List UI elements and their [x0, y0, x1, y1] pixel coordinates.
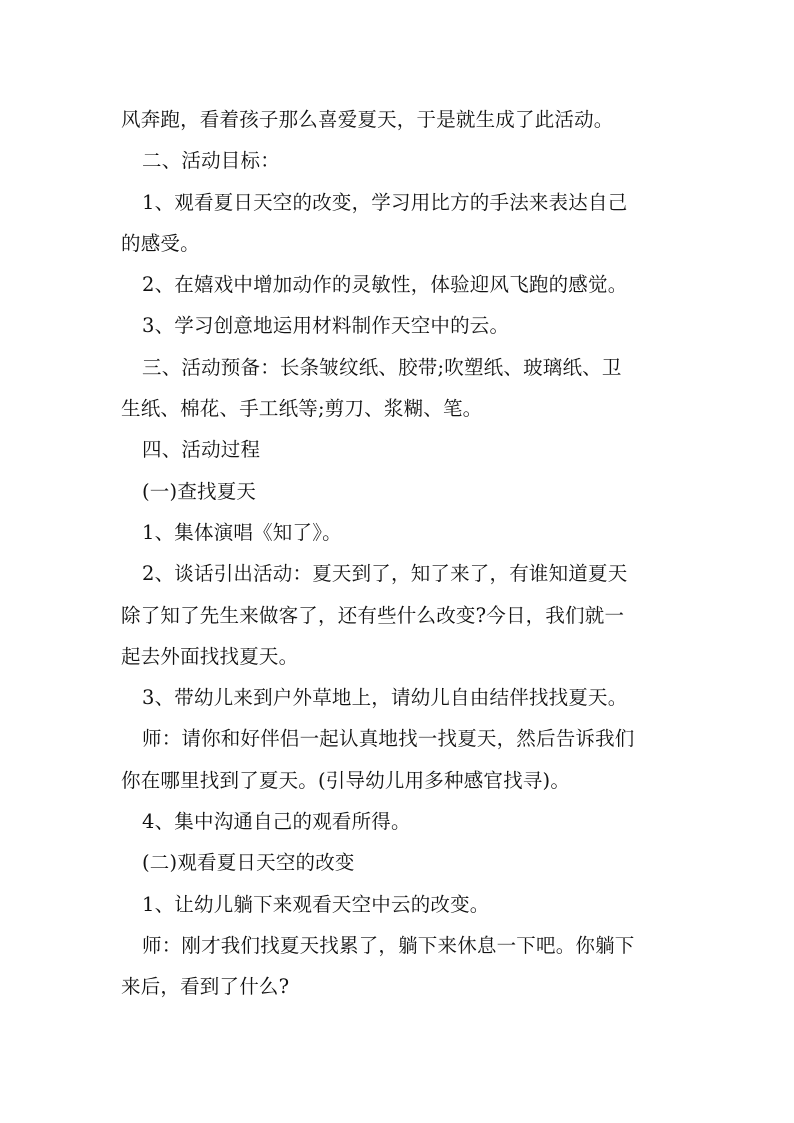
- subsection-heading-find-summer: (一)查找夏天: [142, 479, 257, 503]
- paragraph-line: 2、谈话引出活动：夏天到了，知了来了，有谁知道夏天: [142, 562, 628, 586]
- paragraph-line: 1、让幼儿躺下来观看天空中云的改变。: [142, 892, 490, 916]
- paragraph-line: 的感受。: [121, 231, 200, 255]
- paragraph-line: 起去外面找找夏天。: [121, 644, 299, 668]
- section-heading-process: 四、活动过程: [142, 438, 261, 462]
- subsection-heading-observe-sky: (二)观看夏日天空的改变: [142, 851, 355, 875]
- paragraph-line: 3、学习创意地运用材料制作天空中的云。: [142, 314, 510, 338]
- paragraph-line: 除了知了先生来做客了，还有些什么改变?今日，我们就一: [121, 603, 625, 627]
- paragraph-line: 2、在嬉戏中增加动作的灵敏性，体验迎风飞跑的感觉。: [142, 273, 628, 297]
- paragraph-line: 生纸、棉花、手工纸等;剪刀、浆糊、笔。: [121, 397, 483, 421]
- paragraph-line: 来后，看到了什么?: [121, 975, 290, 999]
- section-heading-preparation: 三、活动预备：长条皱纹纸、胶带;吹塑纸、玻璃纸、卫: [142, 355, 622, 379]
- paragraph-line: 师：刚才我们找夏天找累了，躺下来休息一下吧。你躺下: [142, 933, 635, 957]
- section-heading-goals: 二、活动目标：: [142, 149, 280, 173]
- document-body: [121, 99, 681, 1008]
- paragraph-line: 师：请你和好伴侣一起认真地找一找夏天，然后告诉我们: [142, 727, 635, 751]
- paragraph-line: 1、集体演唱《知了》。: [142, 520, 342, 544]
- paragraph-line: 风奔跑，看着孩子那么喜爱夏天，于是就生成了此活动。: [121, 108, 614, 131]
- paragraph-line: 4、集中沟通自己的观看所得。: [142, 810, 411, 834]
- paragraph-line: 3、带幼儿来到户外草地上，请幼儿自由结伴找找夏天。: [142, 686, 628, 710]
- paragraph-line: 你在哪里找到了夏天。(引导幼儿用多种感官找寻)。: [121, 768, 571, 792]
- paragraph-line: 1、观看夏日天空的改变，学习用比方的手法来表达自己: [142, 190, 628, 214]
